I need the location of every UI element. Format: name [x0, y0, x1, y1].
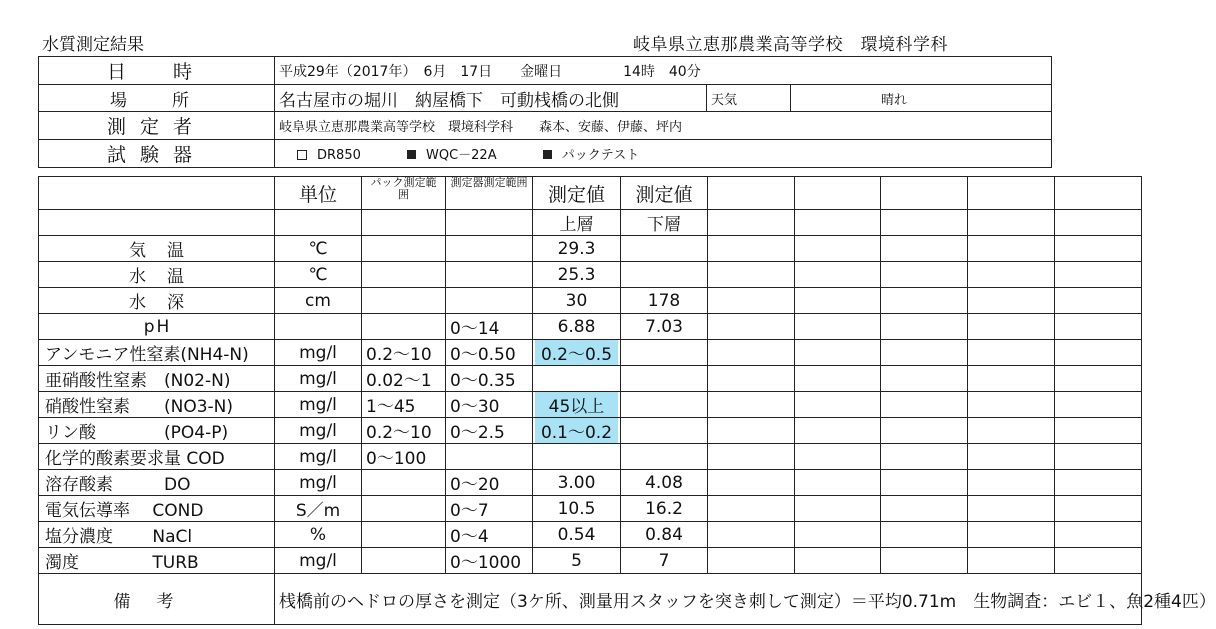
pack-range-cell [362, 522, 446, 548]
page-title: 水質測定結果 [42, 35, 144, 55]
instrument-name: WQC－22A [426, 148, 497, 163]
empty-cell [708, 470, 795, 496]
empty-cell [708, 392, 795, 418]
meter-range-cell: 0～14 [446, 314, 533, 340]
lower-value-cell [621, 392, 708, 418]
time-value: 14時 40分 [623, 63, 701, 80]
table-row [39, 418, 1142, 444]
open-square-icon [297, 150, 307, 160]
empty-cell [362, 210, 446, 236]
weather-value: 晴れ [791, 85, 1052, 112]
empty-cell [795, 340, 881, 366]
table-row [39, 366, 1142, 392]
empty-cell [795, 236, 881, 262]
item-name: 塩分濃度 NaCl [39, 522, 275, 548]
upper-value-cell: 30 [533, 288, 621, 314]
upper-value-cell: 3.00 [533, 470, 621, 496]
empty-cell [708, 366, 795, 392]
place-label: 場 所 [39, 85, 275, 112]
empty-cell [708, 340, 795, 366]
empty-cell [968, 177, 1055, 210]
empty-cell [968, 340, 1055, 366]
empty-cell [968, 444, 1055, 470]
highlighted-value: 45以上 [535, 392, 618, 417]
upper-value-cell: 29.3 [533, 236, 621, 262]
meter-range-cell: 0～7 [446, 496, 533, 522]
measured-value-header: 測定値 [621, 177, 708, 210]
empty-cell [968, 418, 1055, 444]
meter-range-cell [446, 444, 533, 470]
highlighted-value: 0.2～0.5 [535, 340, 618, 365]
remarks-text: 桟橋前のヘドロの厚さを測定（3ケ所、測量用スタッフを突き刺して測定）＝平均0.71m 生物調査：エビ１、魚2種4匹） [275, 574, 1142, 625]
unit-cell: mg/l [275, 392, 362, 418]
empty-cell [881, 444, 968, 470]
meter-range-cell: 0～0.50 [446, 340, 533, 366]
upper-value-cell [533, 340, 621, 366]
lower-value-cell [621, 340, 708, 366]
pack-range-cell: 0.2～10 [362, 418, 446, 444]
item-name: リン酸 (PO4-P) [39, 418, 275, 444]
meter-range-header: 測定器測定範囲 [446, 177, 533, 210]
unit-cell: mg/l [275, 340, 362, 366]
school-name: 岐阜県立恵那農業高等学校 環境科学科 [633, 35, 948, 55]
pack-range-cell [362, 314, 446, 340]
unit-cell: mg/l [275, 548, 362, 574]
pack-range-cell: 1～45 [362, 392, 446, 418]
meter-range-cell: 0～1000 [446, 548, 533, 574]
table-row [39, 522, 1142, 548]
empty-cell [881, 340, 968, 366]
empty-cell [708, 444, 795, 470]
empty-cell [881, 470, 968, 496]
empty-cell [795, 496, 881, 522]
weather-label: 天気 [707, 85, 791, 112]
upper-layer-header: 上層 [533, 210, 621, 236]
upper-value-cell [533, 444, 621, 470]
lower-value-cell: 7.03 [621, 314, 708, 340]
upper-value-cell: 25.3 [533, 262, 621, 288]
unit-cell [275, 314, 362, 340]
empty-cell [968, 496, 1055, 522]
pack-range-cell [362, 548, 446, 574]
filled-square-icon [543, 150, 552, 159]
pack-range-cell: 0.02～1 [362, 366, 446, 392]
item-name: 硝酸性窒素 (NO3-N) [39, 392, 275, 418]
empty-cell [708, 548, 795, 574]
unit-header: 単位 [275, 177, 362, 210]
lower-value-cell [621, 262, 708, 288]
date-value: 平成29年（2017年） 6月 17日 金曜日 [279, 63, 563, 80]
lower-value-cell [621, 366, 708, 392]
empty-cell [795, 288, 881, 314]
empty-cell [795, 444, 881, 470]
lower-value-cell: 7 [621, 548, 708, 574]
empty-cell [881, 366, 968, 392]
pack-range-cell [362, 236, 446, 262]
meter-range-cell: 0～0.35 [446, 366, 533, 392]
meter-range-cell [446, 236, 533, 262]
empty-cell [881, 236, 968, 262]
empty-cell [1055, 444, 1142, 470]
pack-range-cell [362, 496, 446, 522]
empty-cell [968, 262, 1055, 288]
empty-cell [1055, 177, 1142, 210]
upper-value-cell: 0.54 [533, 522, 621, 548]
empty-cell [275, 210, 362, 236]
instrument-wqc22a [407, 148, 497, 163]
meter-range-cell: 0～4 [446, 522, 533, 548]
pack-range-cell [362, 288, 446, 314]
empty-cell [708, 210, 795, 236]
empty-cell [881, 177, 968, 210]
empty-cell [708, 522, 795, 548]
table-row [39, 392, 1142, 418]
unit-cell: mg/l [275, 470, 362, 496]
empty-cell [1055, 340, 1142, 366]
pack-range-cell: 0.2～10 [362, 340, 446, 366]
empty-cell [795, 522, 881, 548]
instrument-name: パックテスト [561, 148, 640, 163]
empty-cell [795, 548, 881, 574]
table-row [39, 340, 1142, 366]
empty-cell [881, 210, 968, 236]
empty-cell [795, 314, 881, 340]
instrument-name: DR850 [317, 148, 361, 163]
meter-range-cell: 0～20 [446, 470, 533, 496]
empty-cell [881, 522, 968, 548]
pack-range-cell [362, 470, 446, 496]
meter-range-cell: 0～30 [446, 392, 533, 418]
instrument-label: 試験器 [39, 140, 275, 168]
item-name: 電気伝導率 COND [39, 496, 275, 522]
item-name: 化学的酸素要求量 COD [39, 444, 275, 470]
empty-cell [708, 236, 795, 262]
item-name: pH [39, 314, 275, 340]
empty-cell [1055, 496, 1142, 522]
empty-cell [968, 236, 1055, 262]
table-row [39, 470, 1142, 496]
upper-value-cell [533, 392, 621, 418]
highlighted-value: 0.1～0.2 [535, 418, 618, 443]
lower-value-cell [621, 236, 708, 262]
empty-cell [881, 418, 968, 444]
table-row [39, 288, 1142, 314]
empty-cell [968, 548, 1055, 574]
place-value: 名古屋市の堀川 納屋橋下 可動桟橋の北側 [275, 85, 707, 112]
empty-cell [968, 366, 1055, 392]
empty-cell [1055, 470, 1142, 496]
upper-value-cell: 5 [533, 548, 621, 574]
date-label: 日 時 [39, 57, 275, 85]
empty-cell [1055, 288, 1142, 314]
empty-cell [968, 522, 1055, 548]
empty-cell [795, 470, 881, 496]
empty-cell [39, 210, 275, 236]
table-row [39, 548, 1142, 574]
remarks-row [39, 574, 1142, 625]
unit-cell: % [275, 522, 362, 548]
empty-cell [795, 177, 881, 210]
empty-cell [795, 392, 881, 418]
empty-cell [708, 314, 795, 340]
empty-cell [968, 210, 1055, 236]
empty-cell [1055, 314, 1142, 340]
lower-layer-header: 下層 [621, 210, 708, 236]
empty-cell [795, 210, 881, 236]
instrument-dr850 [297, 148, 361, 163]
unit-cell: mg/l [275, 418, 362, 444]
item-name: 亜硝酸性窒素 (N02-N) [39, 366, 275, 392]
empty-cell [708, 418, 795, 444]
empty-cell [708, 496, 795, 522]
empty-cell [881, 262, 968, 288]
table-row [39, 496, 1142, 522]
lower-value-cell [621, 418, 708, 444]
item-name: アンモニア性窒素(NH4-N) [39, 340, 275, 366]
empty-cell [881, 314, 968, 340]
filled-square-icon [407, 150, 416, 159]
meter-range-cell [446, 262, 533, 288]
empty-cell [1055, 392, 1142, 418]
measurer-label: 測定者 [39, 112, 275, 140]
unit-cell: cm [275, 288, 362, 314]
pack-range-cell [362, 262, 446, 288]
table-row [39, 262, 1142, 288]
measured-value-header: 測定値 [533, 177, 621, 210]
empty-cell [881, 548, 968, 574]
item-name: 溶存酸素 DO [39, 470, 275, 496]
empty-cell [708, 262, 795, 288]
empty-cell [708, 288, 795, 314]
empty-cell [795, 418, 881, 444]
lower-value-cell: 16.2 [621, 496, 708, 522]
empty-cell [1055, 262, 1142, 288]
empty-cell [1055, 366, 1142, 392]
upper-value-cell [533, 366, 621, 392]
empty-cell [1055, 210, 1142, 236]
empty-cell [881, 288, 968, 314]
pack-range-cell: 0～100 [362, 444, 446, 470]
lower-value-cell: 0.84 [621, 522, 708, 548]
unit-cell: S／m [275, 496, 362, 522]
unit-cell: mg/l [275, 366, 362, 392]
empty-cell [968, 470, 1055, 496]
remarks-label: 備考 [39, 574, 275, 625]
measurement-table [38, 176, 1216, 625]
empty-cell [1055, 418, 1142, 444]
empty-cell [968, 288, 1055, 314]
unit-cell: ℃ [275, 236, 362, 262]
empty-cell [795, 262, 881, 288]
upper-value-cell [533, 418, 621, 444]
instrument-packtest [543, 148, 639, 163]
date-cell [275, 57, 1052, 85]
empty-cell [1055, 236, 1142, 262]
empty-cell [795, 366, 881, 392]
lower-value-cell [621, 444, 708, 470]
table-row [39, 444, 1142, 470]
item-name: 水 深 [39, 288, 275, 314]
table-row [39, 236, 1142, 262]
empty-cell [881, 496, 968, 522]
item-name: 濁度 TURB [39, 548, 275, 574]
unit-cell: ℃ [275, 262, 362, 288]
empty-cell [1055, 548, 1142, 574]
meter-range-cell [446, 288, 533, 314]
lower-value-cell: 4.08 [621, 470, 708, 496]
empty-cell [1055, 522, 1142, 548]
empty-cell [446, 210, 533, 236]
instrument-list [275, 140, 1052, 168]
item-name: 気 温 [39, 236, 275, 262]
info-table [38, 56, 1052, 168]
pack-range-header: パック測定範囲 [362, 177, 446, 210]
lower-value-cell: 178 [621, 288, 708, 314]
empty-cell [881, 392, 968, 418]
upper-value-cell: 10.5 [533, 496, 621, 522]
table-row [39, 314, 1142, 340]
item-name: 水 温 [39, 262, 275, 288]
unit-cell: mg/l [275, 444, 362, 470]
measurer-value: 岐阜県立恵那農業高等学校 環境科学科 森本、安藤、伊藤、坪内 [275, 112, 1052, 140]
empty-cell [968, 314, 1055, 340]
header-item-blank [39, 177, 275, 210]
empty-cell [968, 392, 1055, 418]
upper-value-cell: 6.88 [533, 314, 621, 340]
empty-cell [708, 177, 795, 210]
meter-range-cell: 0～2.5 [446, 418, 533, 444]
